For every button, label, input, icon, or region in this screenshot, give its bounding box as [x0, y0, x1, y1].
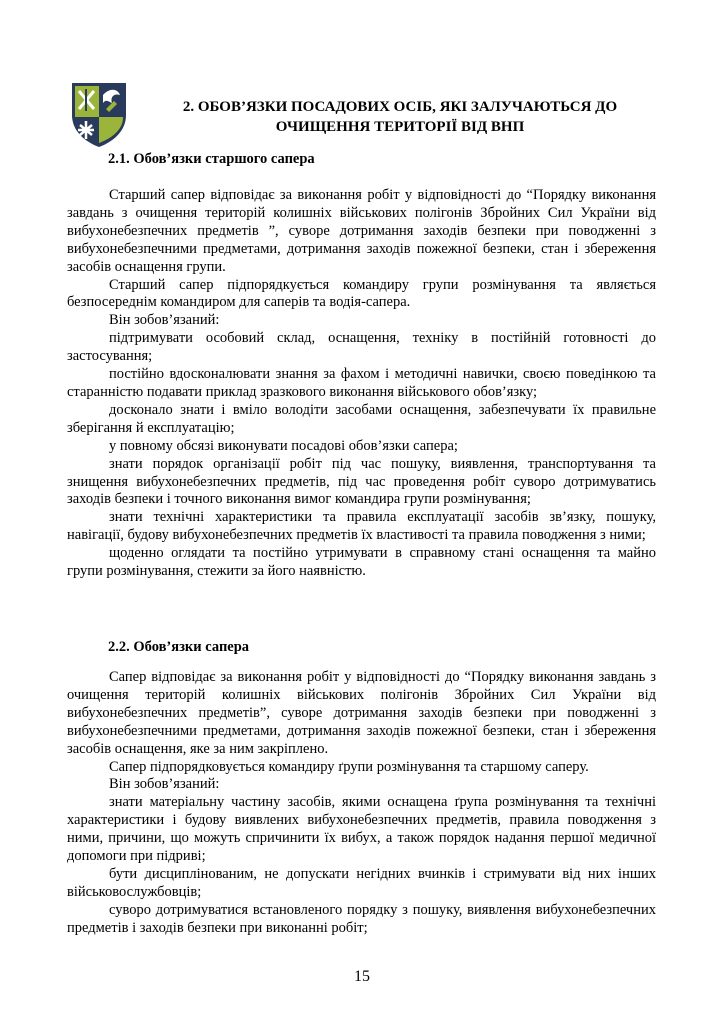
paragraph: знати порядок організації робіт під час пошуку, виявлення, транспортування та знищення вибухонебезпечних предметів, під час проведення робіт суворо дотримуватись заходів безпеки і точного виконання вимог командира групи розмінування;	[67, 455, 656, 508]
paragraph: у повному обсязі виконувати посадові обов’язки сапера;	[109, 437, 458, 454]
section-title-sapper: 2.2. Обов’язки сапера	[108, 639, 250, 655]
paragraph: Сапер підпорядковується командиру ґрупи розмінування та старшому саперу.	[109, 758, 589, 775]
paragraph: суворо дотримуватися встановленого порядку з пошуку, виявлення вибухонебезпечних предметів і заходів безпеки при виконанні робіт;	[67, 901, 656, 936]
paragraph: Він зобов’язаний:	[109, 312, 220, 329]
paragraph: Старший сапер підпорядкується командиру групи розмінування та являється безпосереднім командиром для саперів та водія-сапера.	[67, 276, 656, 311]
paragraph: постійно вдосконалювати знання за фахом і методичні навички, своєю поведінкою та старанністю подавати приклад зразкового виконання військового обов’язку;	[67, 366, 656, 400]
paragraph: підтримувати особовий склад, оснащення, техніку в постійній готовності до застосування;	[67, 330, 656, 365]
paragraph: Старший сапер відповідає за виконання робіт у відповідності до “Порядку виконання завдань з очищення територій колишніх військових полігонів Збройних Сил України від вибухонебезпечних предметів ”, суворе дотримання заходів безпеки при поводженні з вибухонебезпечними предметами, дотримання заходів пожежної безпеки, стан і збереження засобів оснащення групи.	[67, 187, 656, 275]
chapter-heading	[150, 97, 650, 137]
paragraph: Він зобов’язаний:	[109, 776, 220, 793]
paragraph: досконало знати і вміло володіти засобами оснащення, забезпечувати їх правильне зберігання й експлуатацію;	[67, 401, 656, 436]
page-number: 15	[354, 968, 370, 985]
paragraph: щоденно оглядати та постійно утримувати в справному стані оснащення та майно групи розмінування, стежити за його наявністю.	[67, 545, 656, 580]
section-title-senior-sapper: 2.1. Обов’язки старшого сапера	[108, 151, 315, 167]
emblem-shield-icon	[70, 81, 128, 149]
paragraph: знати технічні характеристики та правила експлуатації засобів зв’язку, пошуку, навігації, будову вибухонебезпечних предметів їх властивості та правила поводження з ними;	[67, 509, 656, 544]
section1-body	[67, 187, 656, 581]
paragraph: Сапер відповідає за виконання робіт у відповідності до “Порядку виконання завдань з очищення територій колишніх військових полігонів Збройних Сил України від вибухонебезпечних предметів”, суворе дотримання заходів безпеки при поводженні з вибухонебезпечними предметами, дотримання заходів пожежної безпеки, стан і збереження засобів оснащення, яке за ним закріплено.	[67, 669, 656, 757]
chapter-heading-line1: 2. ОБОВ’ЯЗКИ ПОСАДОВИХ ОСІБ, ЯКІ ЗАЛУЧАЮТЬСЯ ДО	[182, 99, 618, 115]
paragraph: бути дисциплінованим, не допускати негідних вчинків і стримувати від них інших військовослужбовців;	[67, 865, 656, 900]
section2-body	[67, 669, 656, 938]
chapter-heading-line2: ОЧИЩЕННЯ ТЕРИТОРІЇ ВІД ВНП	[275, 119, 525, 135]
paragraph: знати матеріальну частину засобів, якими оснащена ґрупа розмінування та технічні характеристики і будову виявлених вибухонебезпечних предметів, правила поводження з ними, причини, що можуть спричинити їх вибух, а також порядок надання першої медичної допомоги при підриві;	[67, 794, 656, 865]
